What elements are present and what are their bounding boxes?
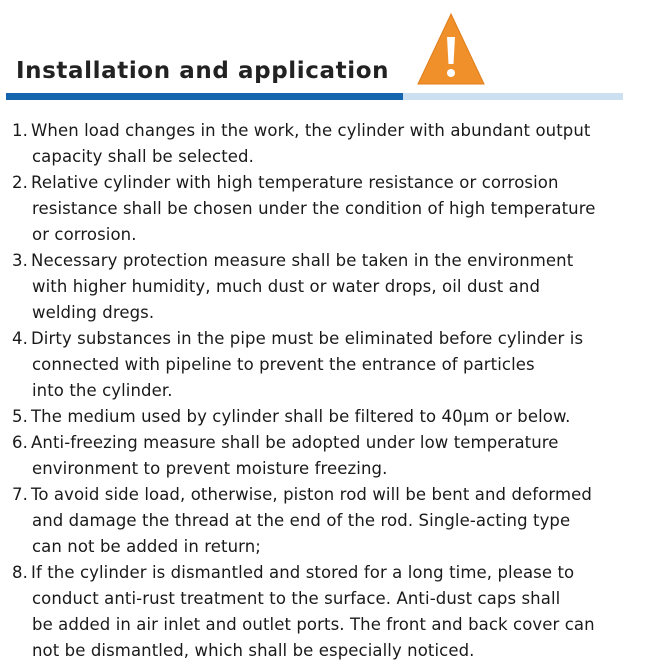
item-text-line: If the cylinder is dismantled and stored for a long time, please to [31, 563, 575, 582]
list-item [12, 248, 667, 326]
page-title: Installation and application [16, 58, 390, 84]
item-number: 5. [12, 407, 28, 426]
item-text [31, 118, 667, 170]
item-text [31, 482, 667, 560]
instruction-list [12, 118, 667, 664]
list-item [12, 404, 667, 430]
item-text-line: and damage the thread at the end of the rod. Single-acting type [32, 511, 571, 530]
item-text-line: not be dismantled, which shall be especially noticed. [32, 641, 475, 660]
item-text [31, 560, 667, 664]
item-text-line: welding dregs. [32, 303, 155, 322]
item-text-line: The medium used by cylinder shall be filtered to 40μm or below. [31, 407, 571, 426]
item-text-line: with higher humidity, much dust or water drops, oil dust and [32, 277, 541, 296]
item-text [31, 170, 667, 248]
item-number: 4. [12, 329, 28, 348]
item-text-line: connected with pipeline to prevent the entrance of particles [32, 355, 535, 374]
item-number: 6. [12, 433, 28, 452]
list-item [12, 118, 667, 170]
list-item [12, 430, 667, 482]
item-text [31, 248, 667, 326]
item-text-line: Relative cylinder with high temperature resistance or corrosion [31, 173, 559, 192]
item-number: 8. [12, 563, 28, 582]
item-text-line: conduct anti-rust treatment to the surface. Anti-dust caps shall [32, 589, 561, 608]
item-text-line: Necessary protection measure shall be taken in the environment [31, 251, 574, 270]
item-text-line: capacity shall be selected. [32, 147, 254, 166]
warning-exclamation-icon [416, 12, 486, 86]
header-underline-accent [6, 93, 403, 100]
item-text-line: resistance shall be chosen under the condition of high temperature [32, 199, 596, 218]
header-underline-light [403, 93, 623, 100]
item-text-line: When load changes in the work, the cylinder with abundant output [31, 121, 591, 140]
item-text-line: environment to prevent moisture freezing. [32, 459, 388, 478]
item-text-line: Dirty substances in the pipe must be eliminated before cylinder is [31, 329, 584, 348]
header [0, 0, 671, 105]
item-text-line: into the cylinder. [32, 381, 173, 400]
item-text-line: or corrosion. [32, 225, 137, 244]
item-text [31, 326, 667, 404]
list-item [12, 326, 667, 404]
item-text-line: be added in air inlet and outlet ports. The front and back cover can [32, 615, 595, 634]
item-text-line: can not be added in return; [32, 537, 261, 556]
item-text [31, 404, 667, 430]
item-number: 2. [12, 173, 28, 192]
item-text-line: Anti-freezing measure shall be adopted under low temperature [31, 433, 559, 452]
item-number: 3. [12, 251, 28, 270]
list-item [12, 560, 667, 664]
list-item [12, 170, 667, 248]
item-number: 7. [12, 485, 28, 504]
item-text [31, 430, 667, 482]
item-number: 1. [12, 121, 28, 140]
item-text-line: To avoid side load, otherwise, piston rod will be bent and deformed [31, 485, 592, 504]
list-item [12, 482, 667, 560]
